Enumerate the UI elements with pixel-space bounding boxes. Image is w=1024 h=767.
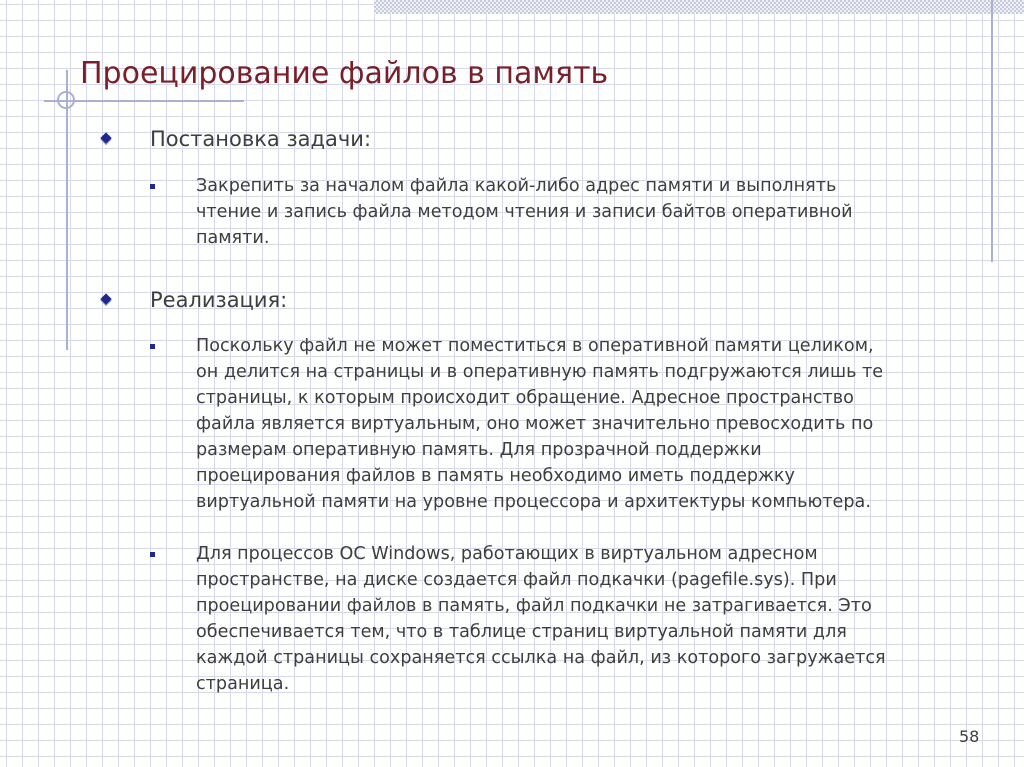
slide-title: Проецирование файлов в память	[80, 56, 609, 91]
diamond-bullet-icon	[100, 293, 111, 304]
decorative-vertical-line	[66, 70, 68, 350]
bullet-text: Поскольку файл не может поместиться в оперативной памяти целиком, он делится на страницы и в оперативную память подгружаются лишь те страницы, к которым происходит обращение. Адресное пространство файла является виртуальным, оно может значительно превосходить по размерам оперативную память. Для прозрачной поддержки проецирования файлов в память необходимо иметь поддержку виртуальной памяти на уровне процессора и архитектуры компьютера.	[196, 336, 884, 512]
right-decorative-line	[991, 0, 993, 262]
square-bullet-icon	[150, 184, 155, 189]
top-decorative-band	[374, 0, 1024, 14]
square-bullet-icon	[150, 552, 155, 557]
page-number: 58	[959, 727, 980, 746]
section-heading-text: Постановка задачи:	[150, 127, 372, 151]
section-heading-text: Реализация:	[150, 288, 288, 312]
diamond-bullet-icon	[100, 132, 111, 143]
bullet-text: Закрепить за началом файла какой-либо адрес памяти и выполнять чтение и запись файла методом чтения и записи байтов оперативной памяти.	[196, 176, 853, 248]
bullet-text: Для процессов ОС Windows, работающих в виртуальном адресном пространстве, на диске создается файл подкачки (pagefile.sys). При проецировании файлов в память, файл подкачки не затрагивается. Это обеспечивается тем, что в таблице страниц виртуальной памяти для каждой страницы сохраняется ссылка на файл, из которого загружается страница.	[196, 544, 886, 694]
decorative-circle-icon	[57, 91, 75, 109]
square-bullet-icon	[150, 344, 155, 349]
